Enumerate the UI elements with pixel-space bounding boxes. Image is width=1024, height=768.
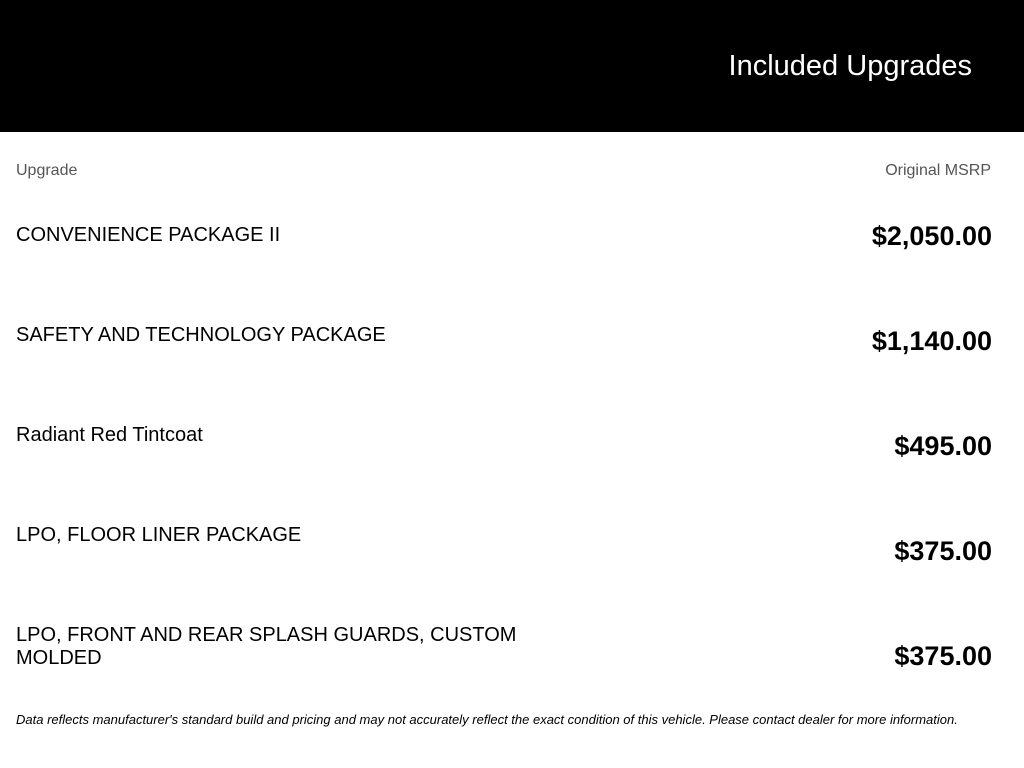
- page-title: Included Upgrades: [728, 50, 972, 82]
- upgrade-name: CONVENIENCE PACKAGE II: [16, 224, 281, 246]
- upgrade-name: LPO, FLOOR LINER PACKAGE: [16, 524, 302, 546]
- upgrade-price: $2,050.00: [871, 221, 992, 251]
- header-banner: [0, 0, 1024, 132]
- upgrade-name: Radiant Red Tintcoat: [16, 424, 203, 446]
- upgrade-price: $375.00: [894, 641, 992, 671]
- upgrade-name: LPO, FRONT AND REAR SPLASH GUARDS, CUSTOM MOLDED: [16, 624, 517, 669]
- upgrade-price: $1,140.00: [871, 326, 992, 356]
- disclaimer-text: Data reflects manufacturer's standard build and pricing and may not accurately reflect the exact condition of this vehicle. Please contact dealer for more information.: [16, 712, 958, 727]
- upgrade-name: SAFETY AND TECHNOLOGY PACKAGE: [16, 324, 386, 346]
- column-header-upgrade: Upgrade: [16, 162, 78, 179]
- column-header-msrp: Original MSRP: [885, 162, 991, 179]
- upgrade-price: $375.00: [894, 536, 992, 566]
- upgrade-price: $495.00: [894, 431, 992, 461]
